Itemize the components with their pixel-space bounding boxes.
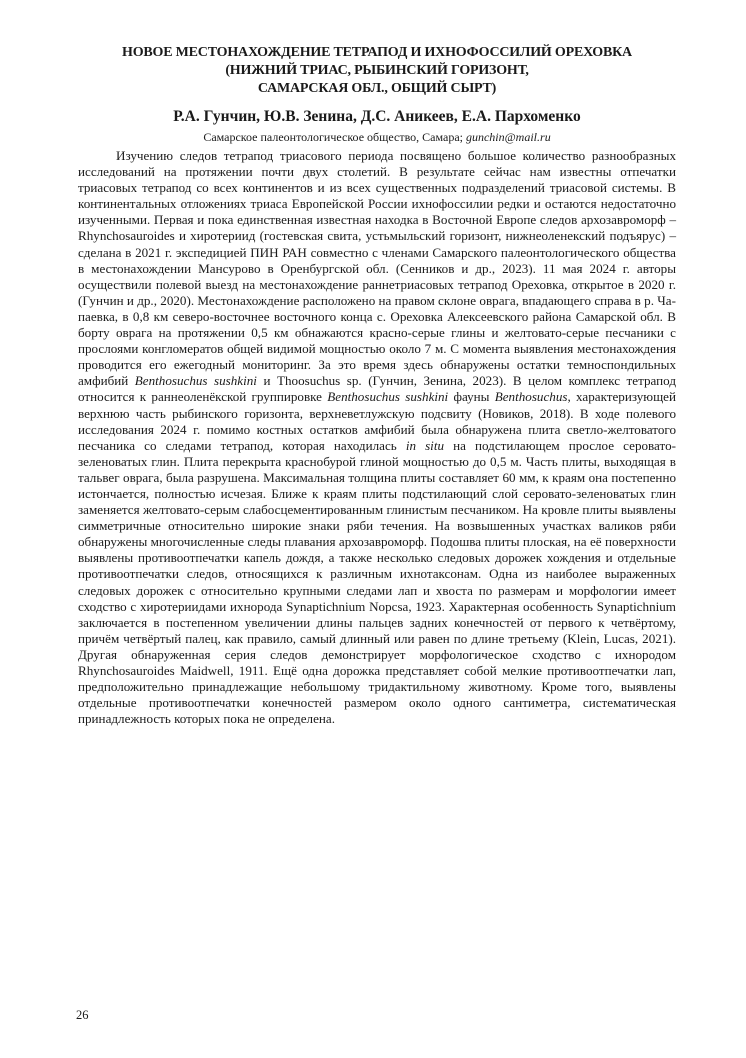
affiliation — [78, 129, 676, 145]
article — [78, 44, 676, 727]
body-text-1: Изучению следов тетрапод триасового периода посвящено большое количество разнообразных исследований на протяжении почти двух столетий. В результате сейчас нам известны отпечатки триасовых тетрапод со всех континентов и из всех существенных подразделений триасовой системы. В континентальных отложениях триаса Европейской России ихнофоссилии редки и остаются недостаточно изученными. Первая и пока единственная известная находка в Восточной Европе следов архозавроморф – Rhynchosauroides и хиротериид (гостевская свита, устьмыльский горизонт, нижнеоленекский подъярус) – сделана в 2021 г. экспедицией ПИН РАН совместно с членами Самарского палеонтологического общества в местонахождении Мансурово в Оренбургской обл. (Сенников и др., 2023). 11 мая 2024 г. авторы осуществили полевой выезд на местонахождение раннетриасовых тетрапод Ореховка, открытое в 2020 г. (Гунчин и др., 2020). Местонахождение расположено на правом склоне оврага, впадающего справа в р. Чапаевка, в 0,8 км северо-восточнее восточного конца с. Ореховка Алексеевского района Самарской обл. В борту оврага на протяжении 0,5 км обнажаются красно-серые глины и желтовато-серые песчаники с прослоями конгломератов общей видимой мощностью около 7 м. С момента выявления местонахождения проводится его ежегодный мониторинг. За это время здесь обнаружены остатки темноспондильных амфибий — [78, 148, 676, 389]
abstract-body — [78, 148, 676, 727]
taxon-italic-3: Benthosuchus — [494, 389, 568, 405]
article-title — [78, 44, 676, 98]
taxon-italic-2: Benthosuchus sushkini — [327, 389, 449, 405]
taxon-italic-1: Benthosuchus sushkini — [134, 373, 257, 389]
in-situ-italic: in situ — [405, 437, 445, 453]
authors: Р.А. Гунчин, Ю.В. Зенина, Д.С. Аникеев, Е.А. Пархоменко — [173, 108, 581, 125]
title-line-2: (НИЖНИЙ ТРИАС, РЫБИНСКИЙ ГОРИЗОНТ, — [225, 63, 529, 78]
title-line-3: САМАРСКАЯ ОБЛ., ОБЩИЙ СЫРТ) — [257, 81, 497, 96]
body-text-4: , характеризующей верхнюю часть рыбинского горизонта, верхневетлужскую подсвиту (Новиков, 2018). В ходе полевого исследования 2024 г. помимо костных остатков амфибий была обнаружена плита светло-желтоватого песчаника со следами тетрапод, которая находилась — [78, 389, 676, 453]
title-line-1: НОВОЕ МЕСТОНАХОЖДЕНИЕ ТЕТРАПОД И ИХНОФОССИЛИЙ ОРЕХОВКА — [122, 45, 632, 60]
body-text-3: фауны — [448, 389, 495, 405]
affiliation-org: Самарское палеонтологическое общество, Самара; — [203, 130, 466, 144]
body-text-5: на подстилающем прослое серовато-зеленоватых глин. Плита перекрыта краснобурой глиной мощностью до 0,5 м. Часть плиты, выходящая в тальвег оврага, была разрушена. Максимальная толщина плиты составляет 60 мм, к краям она постепенно истончается, полностью исчезая. Ближе к краям плиты подстилающий слой серовато-зеленоватых глин заменяется желтовато-серым слабосцементированным глинистым песчаником. На кровле плиты выявлены симметричные относительно широкие знаки ряби течения. На возвышенных участках валиков ряби обнаружены многочисленные следы плавания архозавроморф. Подошва плиты плоская, на её поверхности выявлены противоотпечатки капель дождя, а также несколько следовых дорожек хождения и отдельные противоотпечатки следов, относящихся к различным ихнотаксонам. Одна из наиболее выраженных следовых дорожек с относительно крупными следами лап и хвоста по размерам и морфологии имеет сходство с хиротериидами ихнорода Synaptichnium Nopcsa, 1923. Характерная особенность Synaptichnium заключается в постепенном увеличении длины пальцев задних конечностей от первого к четвёртому, причём четвёртый палец, как правило, самый длинный или равен по длине третьему (Klein, Lucas, 2021). Другая обнаруженная серия следов демонстрирует морфологическое сходство с ихнородом Rhynchosauroides Maidwell, 1911. Ещё одна дорожка представляет собой мелкие противоотпечатки лап, предположительно принадлежащие небольшому тридактильному животному. Кроме того, выявлены отдельные противоотпечатки конечностей размером около одного сантиметра, систематическая принадлежность которых пока не определена. — [78, 437, 676, 727]
affiliation-email: gunchin@mail.ru — [465, 130, 551, 144]
page-number: 26 — [76, 1008, 89, 1022]
body-text-2: и Thoosuchus sp. (Гунчин, Зенина, 2023). В целом комплекс тетрапод относится к раннеоленёкской группировке — [78, 373, 676, 405]
